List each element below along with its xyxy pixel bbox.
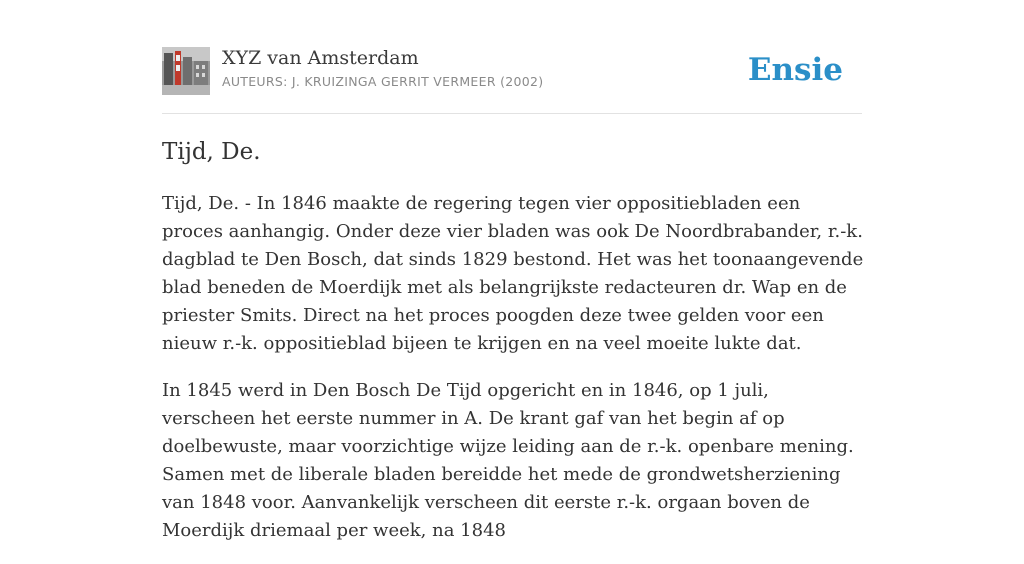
book-cover-image <box>162 47 210 95</box>
entry-body <box>162 190 866 564</box>
ensie-logo-link[interactable]: Ensie <box>747 52 843 88</box>
entry-paragraph: Tijd, De. - In 1846 maakte de regering tegen vier oppositiebladen een proces aanhangig. Onder deze vier bladen was ook De Noordbrabander, r.-k. dagblad te Den Bosch, dat sinds 1829 bestond. Het was het toonaangevende blad beneden de Moerdijk met als belangrijkste redacteuren dr. Wap en de priester Smits. Direct na het proces poogden deze twee gelden voor een nieuw r.-k. oppositieblad bijeen te krijgen en na veel moeite lukte dat. <box>162 193 864 354</box>
book-authors: AUTEURS: J. KRUIZINGA GERRIT VERMEER (2002) <box>222 74 544 89</box>
book-cover-avatar[interactable] <box>162 47 210 95</box>
header-divider <box>162 113 862 114</box>
book-title-link[interactable]: XYZ van Amsterdam <box>222 47 419 69</box>
book-header <box>162 46 862 96</box>
entry-paragraph: In 1845 werd in Den Bosch De Tijd opgericht en in 1846, op 1 juli, verscheen het eerste nummer in A. De krant gaf van het begin af op doelbewuste, maar voorzichtige wijze leiding aan de r.-k. openbare mening. Samen met de liberale bladen bereidde het mede de grondwetsherziening van 1848 voor. Aanvankelijk verscheen dit eerste r.-k. orgaan boven de Moerdijk driemaal per week, na 1848 <box>162 380 854 541</box>
entry-title: Tijd, De. <box>162 139 261 165</box>
